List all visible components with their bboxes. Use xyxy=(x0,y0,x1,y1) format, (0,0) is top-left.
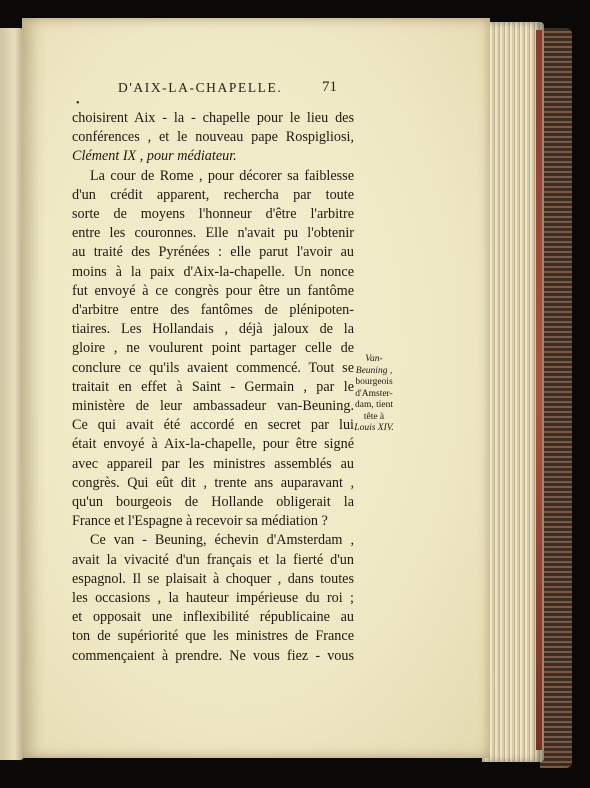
text-line: avec appareil par les ministres assemblés au xyxy=(72,455,354,472)
printer-mark: • xyxy=(76,98,80,109)
text-line: qu'un bourgeois de Hollande obligerait la xyxy=(72,494,354,511)
text-line: avait la vivacité d'un français et la fierté d'un xyxy=(72,551,354,568)
margin-note-line: dam, tient xyxy=(355,400,393,410)
text-line: France et l'Espagne à recevoir sa médiation ? xyxy=(72,513,328,530)
red-page-edge xyxy=(536,30,542,750)
page-edges xyxy=(482,22,544,762)
text-line: entre les couronnes. Elle n'avait pu l'obtenir xyxy=(72,225,354,242)
text-line: Clément IX , pour médiateur. xyxy=(72,148,237,165)
text-line: Ce van - Beuning, échevin d'Amsterdam , xyxy=(90,532,354,549)
paragraph-1 xyxy=(72,109,354,167)
text-line: fut envoyé à ce congrès pour être un fantôme xyxy=(72,282,354,299)
text-line: gloire , ne voulurent point partager celle de xyxy=(72,340,354,357)
text-line: choisirent Aix - la - chapelle pour le lieu des xyxy=(72,110,354,126)
margin-note-line: Beuning , xyxy=(355,365,393,376)
text-line: Ce qui avait été accordé en secret par lui xyxy=(72,417,354,434)
text-line: ton de supériorité que les ministres de France xyxy=(72,628,354,645)
text-line: ministère de leur ambassadeur van-Beuning. xyxy=(72,398,354,415)
text-line: commençaient à prendre. Ne vous fiez - vous xyxy=(72,647,354,664)
margin-note-line: Van- xyxy=(365,354,383,364)
margin-note-line: Louis XIV. xyxy=(354,423,394,433)
running-title: D'AIX-LA-CHAPELLE. xyxy=(118,80,283,95)
margin-note-line: d'Amster- xyxy=(355,388,393,399)
paragraph-3 xyxy=(72,531,354,665)
text-line: espagnol. Il se plaisait à choquer , dans toutes xyxy=(72,570,354,587)
text-line: moins à la paix d'Aix-la-chapelle. Un nonce xyxy=(72,263,354,280)
book-cover-edge xyxy=(540,28,572,768)
text-line: les occasions , la hauteur impérieuse du roi ; xyxy=(72,590,354,607)
text-line: était envoyé à Aix-la-chapelle, pour être signé xyxy=(72,436,354,453)
body-text xyxy=(72,109,354,666)
text-line: d'un crédit apparent, rechercha par toute xyxy=(72,186,354,203)
page-number: 71 xyxy=(322,79,337,95)
text-line: tiaires. Les Hollandais , déjà jaloux de la xyxy=(72,321,354,338)
text-line: au traité des Pyrénées : elle parut l'avoir au xyxy=(72,244,354,261)
text-line: conclure ce qu'ils avaient commencé. Tout se xyxy=(72,359,354,376)
left-page-edge xyxy=(0,28,24,760)
text-line: d'arbitre entre des fantômes de plénipoten- xyxy=(72,302,354,319)
text-line: et opposait une inflexibilité républicaine au xyxy=(72,609,354,626)
margin-note xyxy=(349,354,399,435)
text-line: conférences , et le nouveau pape Rospigliosi, xyxy=(72,129,354,146)
margin-note-line: bourgeois xyxy=(355,377,393,387)
text-line: congrès. Qui eût dit , trente ans auparavant , xyxy=(72,474,354,491)
text-line: sorte de moyens l'honneur d'être l'arbitre xyxy=(72,206,354,223)
text-line: La cour de Rome , pour décorer sa faiblesse xyxy=(90,167,354,184)
paragraph-2 xyxy=(72,167,354,532)
text-line: traitait en effet à Saint - Germain , par le xyxy=(72,378,354,395)
margin-note-line: tête à xyxy=(363,411,385,422)
